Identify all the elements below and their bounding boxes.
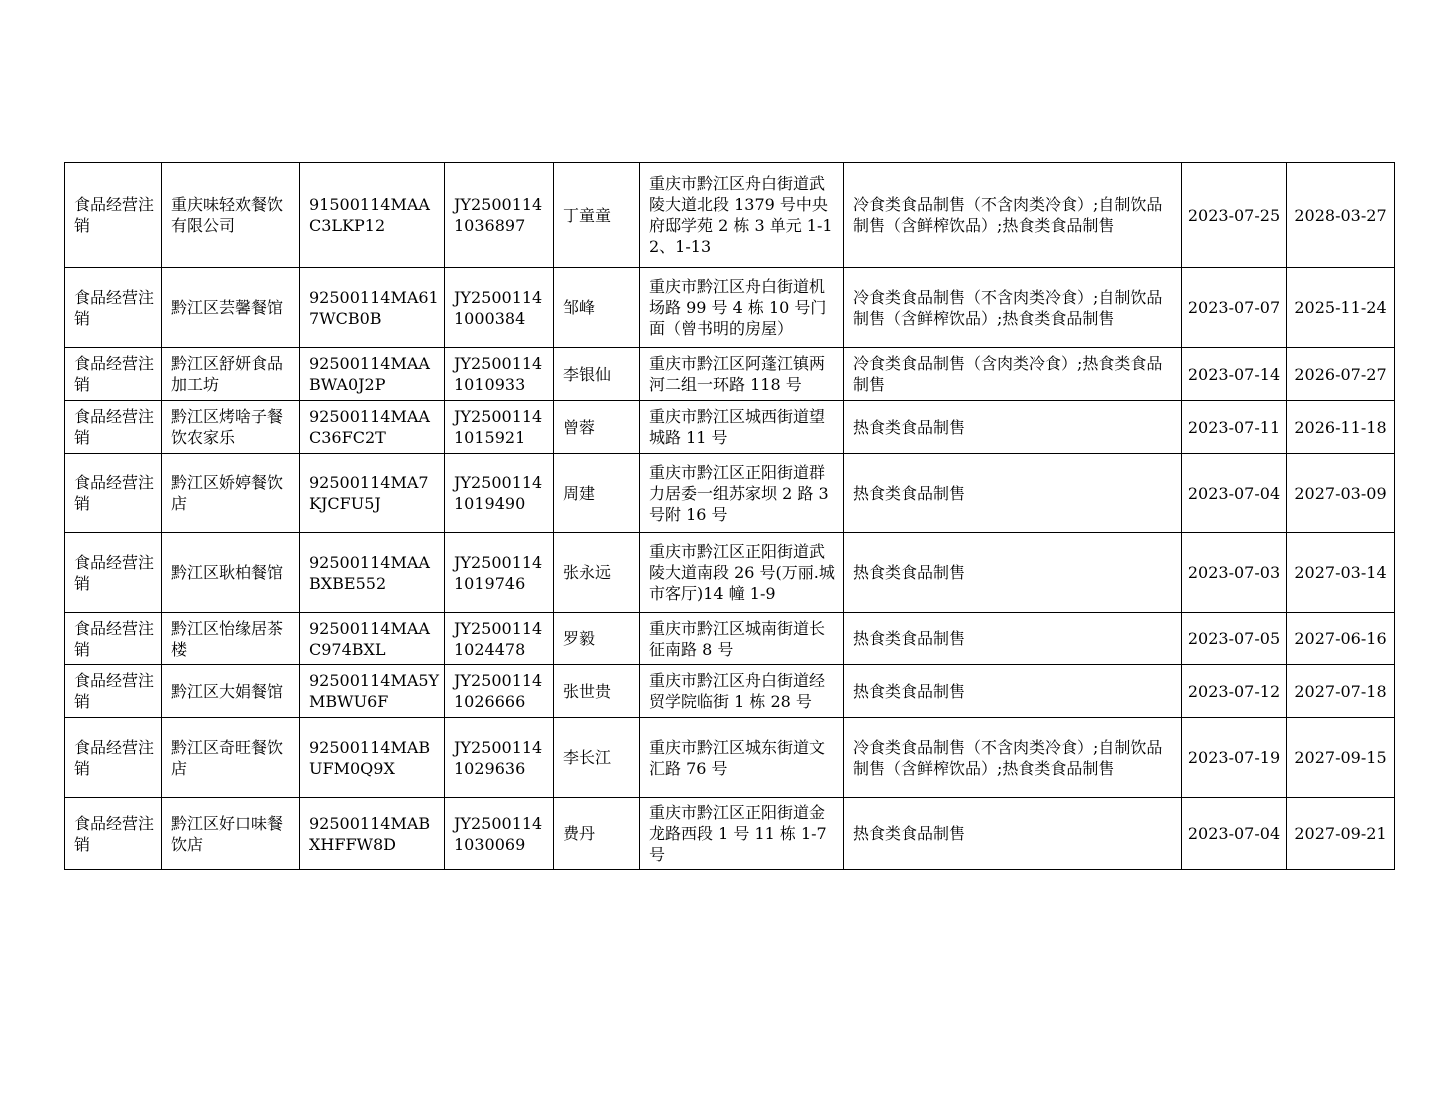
cell-person: 费丹: [554, 798, 640, 870]
cell-person: 曾蓉: [554, 401, 640, 454]
cell-license-no: JY25001141000384: [445, 268, 554, 348]
cell-type: 食品经营注销: [65, 718, 162, 798]
cell-expiry-date: 2027-07-18: [1287, 665, 1395, 718]
table-row: [65, 454, 1395, 533]
cell-scope: 热食类食品制售: [844, 533, 1182, 613]
cell-credit-code: 92500114MA617WCB0B: [300, 268, 445, 348]
cell-license-no: JY25001141015921: [445, 401, 554, 454]
cell-address: 重庆市黔江区正阳街道武陵大道南段 26 号(万丽.城市客厅)14 幢 1-9: [640, 533, 844, 613]
cell-type: 食品经营注销: [65, 613, 162, 665]
table-row: [65, 348, 1395, 401]
cell-scope: 热食类食品制售: [844, 665, 1182, 718]
cell-name: 黔江区怡缘居茶楼: [162, 613, 300, 665]
cell-type: 食品经营注销: [65, 665, 162, 718]
table-row: [65, 613, 1395, 665]
cell-person: 张永远: [554, 533, 640, 613]
cell-expiry-date: 2027-06-16: [1287, 613, 1395, 665]
cell-scope: 冷食类食品制售（不含肉类冷食）;自制饮品制售（含鲜榨饮品）;热食类食品制售: [844, 268, 1182, 348]
cell-type: 食品经营注销: [65, 401, 162, 454]
cell-name: 重庆味轻欢餐饮有限公司: [162, 163, 300, 268]
cell-license-no: JY25001141019746: [445, 533, 554, 613]
cell-credit-code: 92500114MABXHFFW8D: [300, 798, 445, 870]
cell-name: 黔江区好口味餐饮店: [162, 798, 300, 870]
cell-address: 重庆市黔江区舟白街道武陵大道北段 1379 号中央府邸学苑 2 栋 3 单元 1-12、1-13: [640, 163, 844, 268]
table-row: [65, 718, 1395, 798]
cell-license-no: JY25001141030069: [445, 798, 554, 870]
cell-expiry-date: 2027-03-14: [1287, 533, 1395, 613]
table-row: [65, 163, 1395, 268]
cell-issue-date: 2023-07-12: [1182, 665, 1287, 718]
cell-license-no: JY25001141026666: [445, 665, 554, 718]
cell-type: 食品经营注销: [65, 454, 162, 533]
cell-address: 重庆市黔江区正阳街道群力居委一组苏家坝 2 路 3 号附 16 号: [640, 454, 844, 533]
cell-issue-date: 2023-07-03: [1182, 533, 1287, 613]
cell-credit-code: 92500114MAAC36FC2T: [300, 401, 445, 454]
cell-name: 黔江区烤啥子餐饮农家乐: [162, 401, 300, 454]
cell-license-no: JY25001141029636: [445, 718, 554, 798]
cell-credit-code: 91500114MAAC3LKP12: [300, 163, 445, 268]
cell-issue-date: 2023-07-04: [1182, 454, 1287, 533]
cell-scope: 热食类食品制售: [844, 613, 1182, 665]
cell-person: 丁童童: [554, 163, 640, 268]
cell-expiry-date: 2026-07-27: [1287, 348, 1395, 401]
cell-address: 重庆市黔江区舟白街道机场路 99 号 4 栋 10 号门面（曾书明的房屋）: [640, 268, 844, 348]
cell-issue-date: 2023-07-11: [1182, 401, 1287, 454]
cell-address: 重庆市黔江区城西街道望城路 11 号: [640, 401, 844, 454]
cell-credit-code: 92500114MAABWA0J2P: [300, 348, 445, 401]
cell-license-no: JY25001141019490: [445, 454, 554, 533]
cell-person: 李银仙: [554, 348, 640, 401]
table-row: [65, 798, 1395, 870]
cell-type: 食品经营注销: [65, 798, 162, 870]
cell-scope: 冷食类食品制售（不含肉类冷食）;自制饮品制售（含鲜榨饮品）;热食类食品制售: [844, 163, 1182, 268]
cell-issue-date: 2023-07-25: [1182, 163, 1287, 268]
cell-name: 黔江区舒妍食品加工坊: [162, 348, 300, 401]
cell-type: 食品经营注销: [65, 268, 162, 348]
cell-license-no: JY25001141036897: [445, 163, 554, 268]
table-row: [65, 268, 1395, 348]
table-row: [65, 401, 1395, 454]
cell-license-no: JY25001141010933: [445, 348, 554, 401]
cell-expiry-date: 2026-11-18: [1287, 401, 1395, 454]
cell-expiry-date: 2028-03-27: [1287, 163, 1395, 268]
license-cancellation-table: [64, 162, 1395, 870]
cell-name: 黔江区娇婷餐饮店: [162, 454, 300, 533]
cell-name: 黔江区耿柏餐馆: [162, 533, 300, 613]
cell-issue-date: 2023-07-05: [1182, 613, 1287, 665]
cell-address: 重庆市黔江区阿蓬江镇两河二组一环路 118 号: [640, 348, 844, 401]
cell-person: 邹峰: [554, 268, 640, 348]
cell-issue-date: 2023-07-07: [1182, 268, 1287, 348]
cell-expiry-date: 2027-09-21: [1287, 798, 1395, 870]
cell-expiry-date: 2027-09-15: [1287, 718, 1395, 798]
cell-type: 食品经营注销: [65, 348, 162, 401]
cell-name: 黔江区芸馨餐馆: [162, 268, 300, 348]
cell-name: 黔江区大娟餐馆: [162, 665, 300, 718]
cell-scope: 热食类食品制售: [844, 454, 1182, 533]
cell-person: 周建: [554, 454, 640, 533]
cell-scope: 冷食类食品制售（不含肉类冷食）;自制饮品制售（含鲜榨饮品）;热食类食品制售: [844, 718, 1182, 798]
cell-person: 罗毅: [554, 613, 640, 665]
cell-expiry-date: 2027-03-09: [1287, 454, 1395, 533]
cell-type: 食品经营注销: [65, 533, 162, 613]
cell-credit-code: 92500114MA5YMBWU6F: [300, 665, 445, 718]
cell-address: 重庆市黔江区舟白街道经贸学院临街 1 栋 28 号: [640, 665, 844, 718]
table-row: [65, 665, 1395, 718]
cell-name: 黔江区奇旺餐饮店: [162, 718, 300, 798]
cell-person: 张世贵: [554, 665, 640, 718]
cell-issue-date: 2023-07-04: [1182, 798, 1287, 870]
cell-address: 重庆市黔江区正阳街道金龙路西段 1 号 11 栋 1-7 号: [640, 798, 844, 870]
cell-scope: 热食类食品制售: [844, 401, 1182, 454]
cell-license-no: JY25001141024478: [445, 613, 554, 665]
cell-address: 重庆市黔江区城东街道文汇路 76 号: [640, 718, 844, 798]
cell-credit-code: 92500114MAABXBE552: [300, 533, 445, 613]
cell-credit-code: 92500114MAAC974BXL: [300, 613, 445, 665]
cell-person: 李长江: [554, 718, 640, 798]
table-row: [65, 533, 1395, 613]
cell-issue-date: 2023-07-19: [1182, 718, 1287, 798]
cell-credit-code: 92500114MABUFM0Q9X: [300, 718, 445, 798]
cell-expiry-date: 2025-11-24: [1287, 268, 1395, 348]
cell-issue-date: 2023-07-14: [1182, 348, 1287, 401]
cell-address: 重庆市黔江区城南街道长征南路 8 号: [640, 613, 844, 665]
cell-scope: 热食类食品制售: [844, 798, 1182, 870]
cell-scope: 冷食类食品制售（含肉类冷食）;热食类食品制售: [844, 348, 1182, 401]
cell-credit-code: 92500114MA7KJCFU5J: [300, 454, 445, 533]
table-body: [65, 163, 1395, 870]
cell-type: 食品经营注销: [65, 163, 162, 268]
